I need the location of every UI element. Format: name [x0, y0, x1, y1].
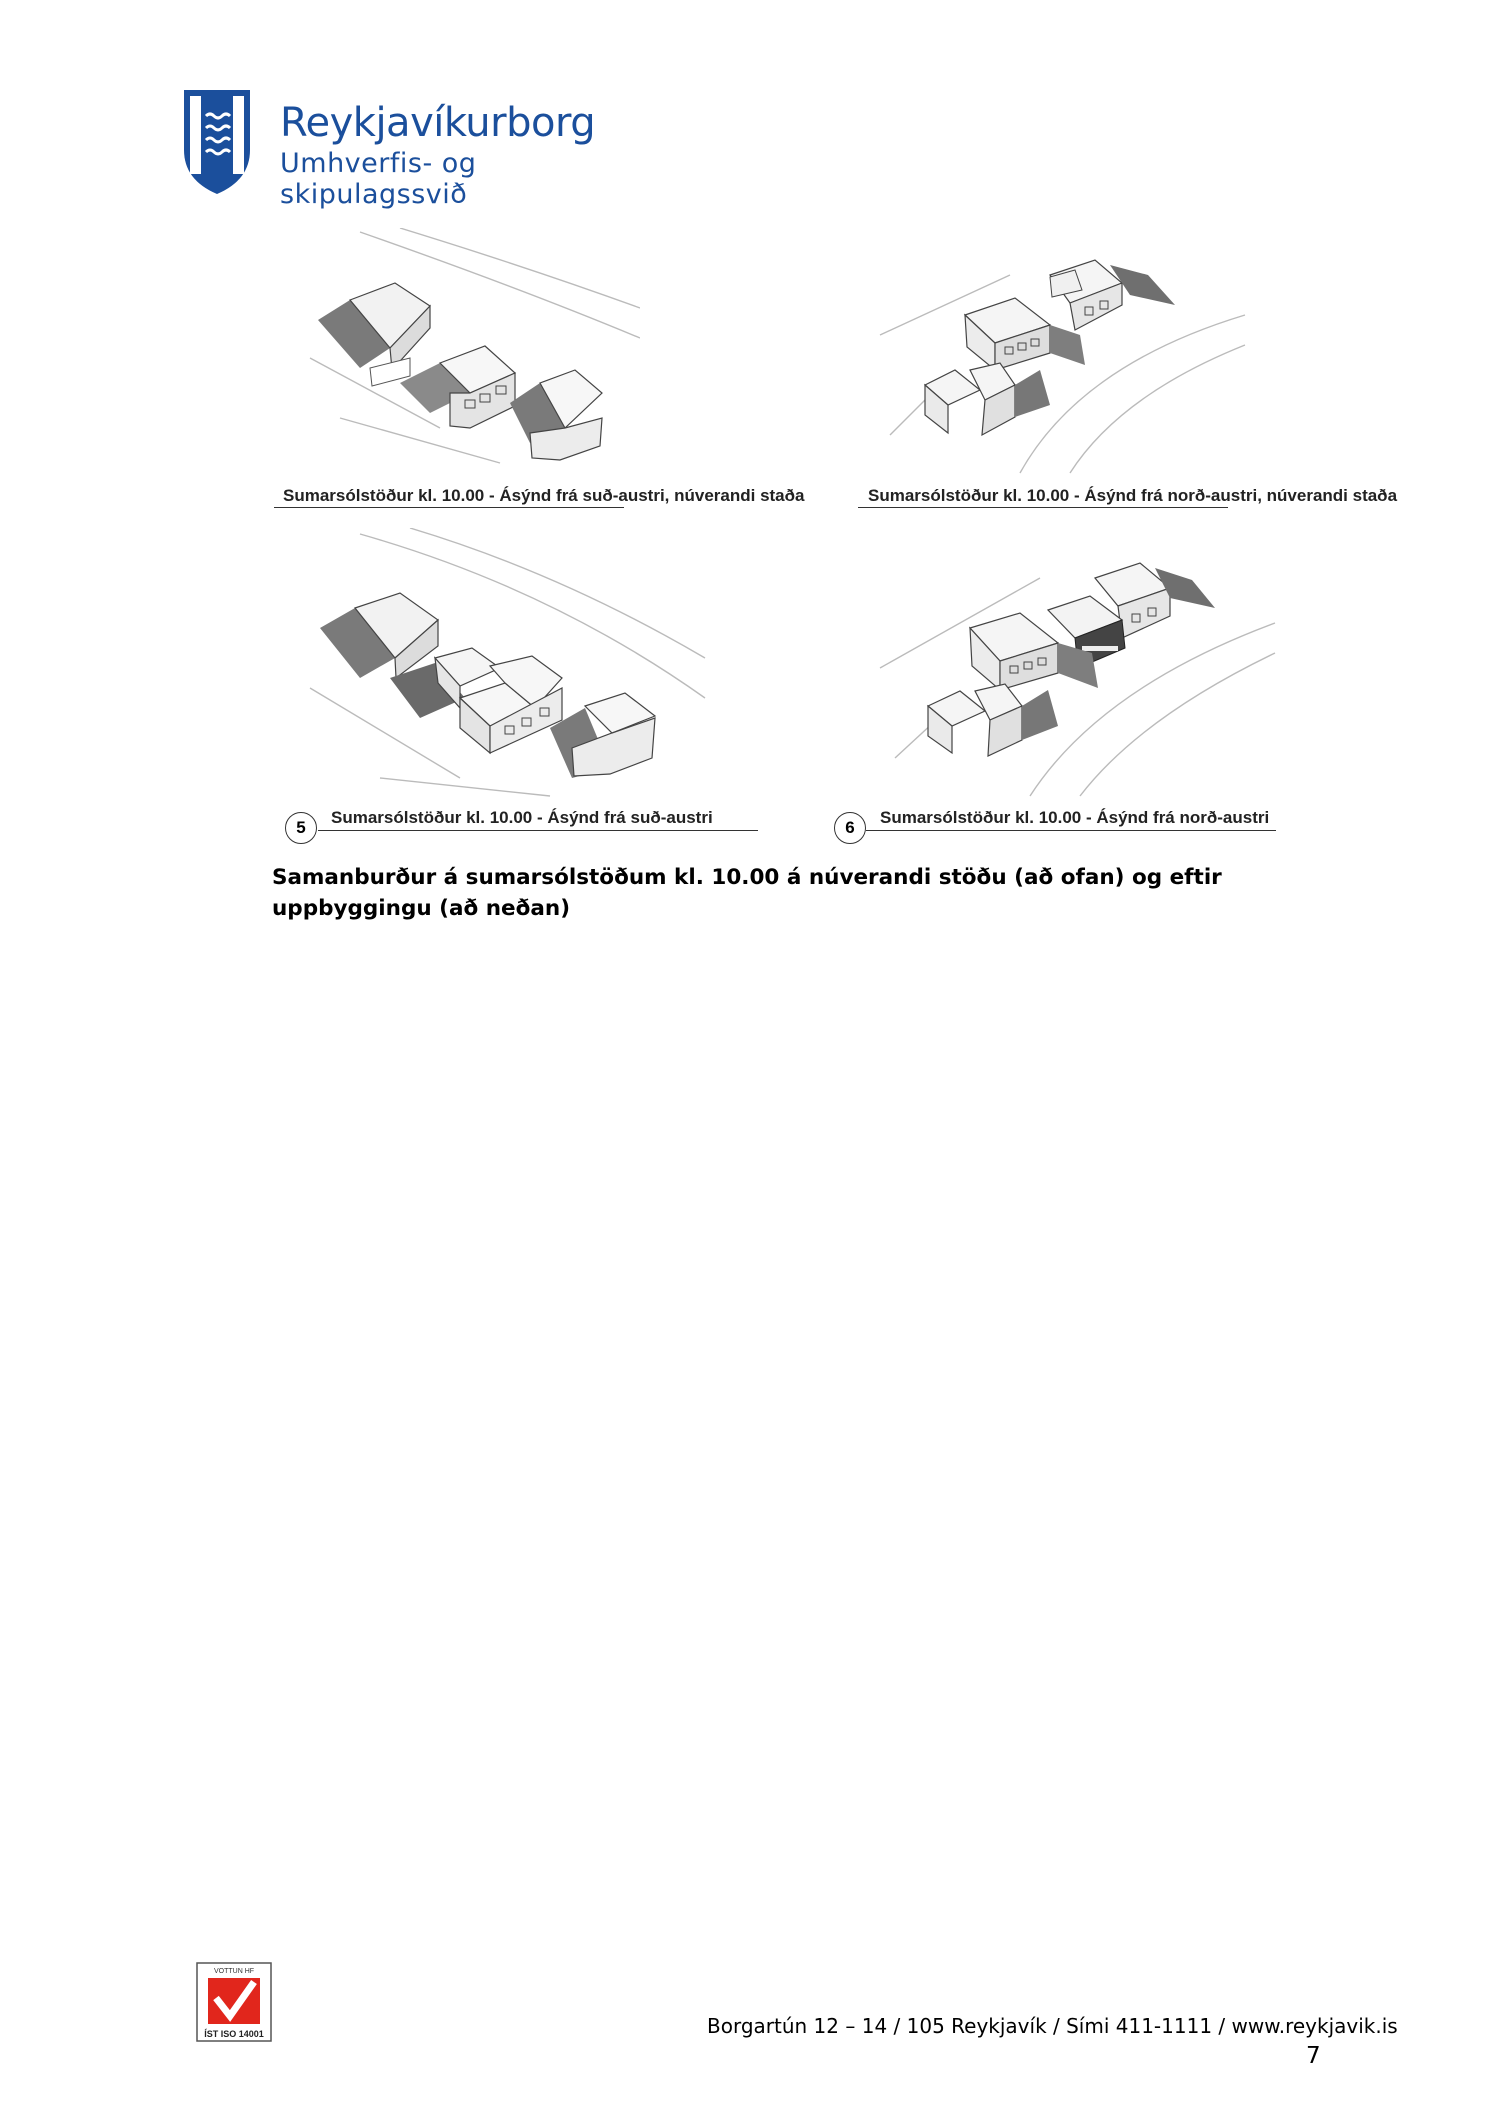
- ist-iso-14001-certification-icon: [196, 1962, 272, 2042]
- render-caption: Sumarsólstöður kl. 10.00 - Ásýnd frá suð-austri: [331, 808, 713, 827]
- isometric-render-image: [870, 548, 1280, 798]
- caption-underline: [866, 830, 1276, 831]
- page-number: 7: [1306, 2043, 1321, 2069]
- org-name: Reykjavíkurborg: [280, 100, 596, 146]
- header-logo: [182, 88, 622, 210]
- view-number-badge: 6: [834, 812, 866, 844]
- render-proposed-northeast: [870, 548, 1280, 798]
- caption-underline: [318, 830, 758, 831]
- render-current-northeast: [870, 235, 1250, 475]
- isometric-render-image: [300, 528, 710, 798]
- figure-caption: Samanburður á sumarsólstöðum kl. 10.00 á núverandi stöðu (að ofan) og eftir uppbyggingu (að neðan): [272, 865, 1222, 921]
- render-current-southeast: [300, 228, 640, 468]
- view-number-badge: 5: [285, 812, 317, 844]
- footer-certification: [196, 1962, 272, 2042]
- caption-underline: [858, 507, 1228, 508]
- isometric-render-image: [870, 235, 1250, 475]
- render-proposed-southeast: [300, 528, 710, 798]
- cert-top-text: VOTTUN HF: [213, 1968, 255, 1975]
- reykjavik-coat-of-arms-icon: [182, 88, 252, 196]
- render-caption: Sumarsólstöður kl. 10.00 - Ásýnd frá norð-austri, núverandi staða: [868, 486, 1398, 505]
- render-caption: Sumarsólstöður kl. 10.00 - Ásýnd frá norð-austri: [880, 808, 1270, 827]
- footer-address: Borgartún 12 – 14 / 105 Reykjavík / Sími 411-1111 / www.reykjavik.is: [707, 2014, 1398, 2038]
- render-caption: Sumarsólstöður kl. 10.00 - Ásýnd frá suð-austri, núverandi staða: [283, 486, 805, 505]
- dept-name: Umhverfis- og skipulagssvið: [280, 148, 477, 210]
- caption-underline: [274, 507, 624, 508]
- isometric-render-image: [300, 228, 640, 468]
- cert-bottom-text: ÍST ISO 14001: [204, 2029, 264, 2039]
